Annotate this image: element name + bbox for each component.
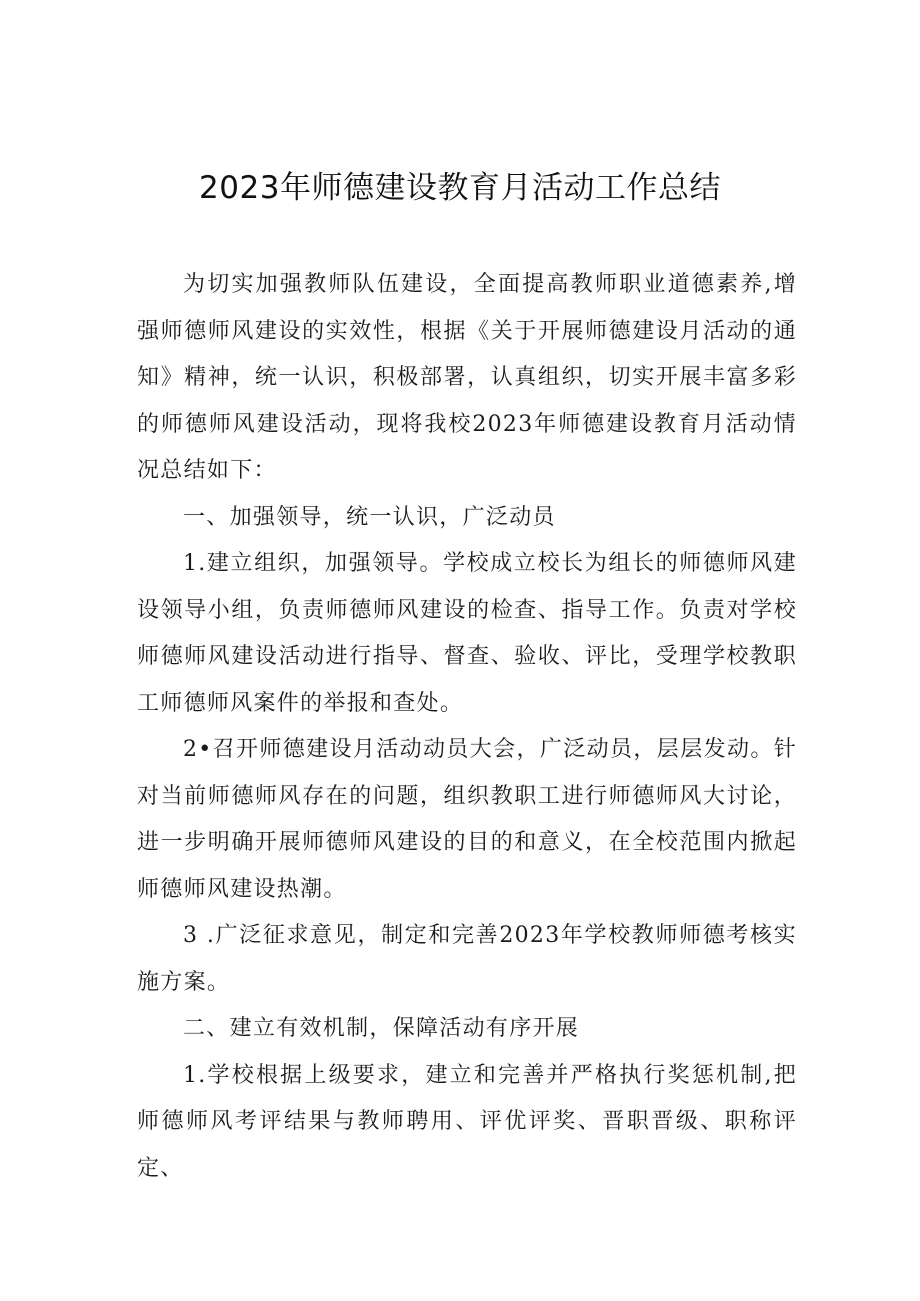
paragraph-1-3: 3 .广泛征求意见，制定和完善2023年学校教师师德考核实施方案。 xyxy=(137,923,797,995)
intro-paragraph: 为切实加强教师队伍建设，全面提高教师职业道德素养,增强师德师风建设的实效性，根据《关于开展师德建设月活动的通知》精神，统一认识，积极部署，认真组织，切实开展丰富多彩的师德师风建设活动，现将我校2023年师德建设教育月活动情况总结如下： xyxy=(137,272,797,483)
paragraph-2-1: 1.学校根据上级要求，建立和完善并严格执行奖惩机制,把师德师风考评结果与教师聘用、评优评奖、晋职晋级、职称评定、 xyxy=(137,1062,797,1181)
document-title: 2023年师德建设教育月活动工作总结 xyxy=(199,170,721,206)
paragraph-1-1: 1.建立组织，加强领导。学校成立校长为组长的师德师风建设领导小组，负责师德师风建设的检查、指导工作。负责对学校师德师风建设活动进行指导、督查、验收、评比，受理学校教职工师德师风案件的举报和查处。 xyxy=(137,551,797,716)
document-body xyxy=(137,262,797,1192)
paragraph-1-2: 2•召开师德建设月活动动员大会，广泛动员，层层发动。针对当前师德师风存在的问题，组织教职工进行师德师风大讨论，进一步明确开展师德师风建设的目的和意义，在全校范围内掀起师德师风建设热潮。 xyxy=(137,737,797,902)
section-heading-2: 二、建立有效机制，保障活动有序开展 xyxy=(183,1016,580,1041)
section-heading-1: 一、加强领导，统一认识，广泛动员 xyxy=(183,504,556,530)
